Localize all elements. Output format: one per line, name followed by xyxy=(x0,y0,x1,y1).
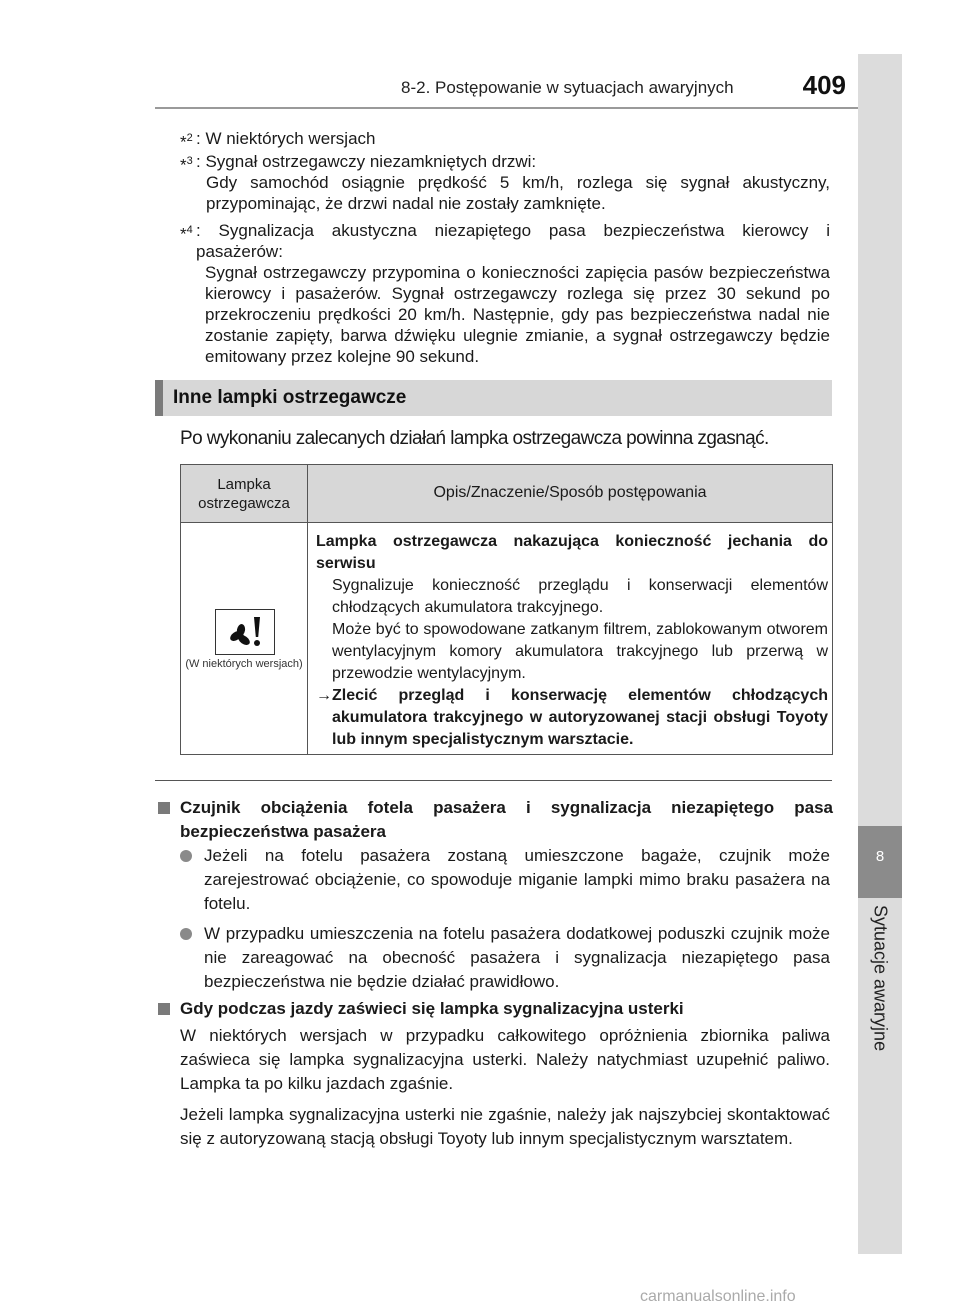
arrow-icon: → xyxy=(316,687,332,704)
lamp-description xyxy=(316,531,828,751)
paragraph: Jeżeli lampka sygnalizacyjna usterki nie zgaśnie, należy jak najszybciej skontaktować się z autoryzowaną stacją obsługi Toyoty lub innym specjalistycznym warsztatem. xyxy=(180,1105,830,1148)
column-header-lamp: Lampka ostrzegawcza xyxy=(198,476,290,512)
watermark: carmanualsonline.info xyxy=(640,1288,796,1305)
circle-bullet-icon xyxy=(180,850,192,862)
circle-bullet-icon xyxy=(180,928,192,940)
paragraph: W niektórych wersjach w przypadku całkowitego opróżnienia zbiornika paliwa zaświeca się lampka sygnalizacyjna usterki. Należy natychmiast uzupełnić paliwo. Lampka ta po kilku jazdach zgaśnie. xyxy=(180,1026,830,1093)
section-heading-text: Czujnik obciążenia fotela pasażera i sygnalizacja niezapiętego pasa bezpieczeństwa pasażera xyxy=(180,798,833,841)
chapter-number: 8 xyxy=(875,848,885,865)
footnote-2: *$^2$ : W niektórych wersjach xyxy=(180,128,830,150)
square-bullet-icon xyxy=(158,802,170,814)
page-header xyxy=(155,70,858,112)
header-rule xyxy=(155,107,858,109)
footnote-3: *$^3$ : Sygnał ostrzegawczy niezamkniętych drzwi: Gdy samochód osiągnie prędkość 5 km/h, rozlega się sygnał akustyczny, przypominając, że drzwi nadal nie zostały zamknięte. xyxy=(180,152,830,213)
chapter-title xyxy=(858,905,902,1165)
section-banner xyxy=(155,380,832,416)
section-heading-malfunction-lamp xyxy=(158,997,833,1021)
footnote-text: : Sygnał ostrzegawczy niezamkniętych drzwi: xyxy=(196,152,537,171)
list-item xyxy=(180,922,830,994)
chapter-title-text: Sytuacje awaryjne xyxy=(870,905,891,1052)
lamp-action xyxy=(316,685,828,751)
footnote-text: : Sygnalizacja akustyczna niezapiętego pasa bezpieczeństwa kierowcy i pasażerów: xyxy=(196,221,830,261)
lamp-title: Lampka ostrzegawcza nakazująca konieczność jechania do serwisu xyxy=(316,533,828,572)
list-item-text: W przypadku umieszczenia na fotelu pasażera dodatkowej poduszki czujnik może nie zareagować na obecność pasażera i sygnalizacja niezapiętego pasa bezpieczeństwa nie będzie działać prawidłowo. xyxy=(204,924,830,991)
chapter-tab[interactable] xyxy=(858,826,902,898)
table-header xyxy=(181,465,832,523)
footnote-detail: Sygnał ostrzegawczy przypomina o konieczności zapięcia pasów bezpieczeństwa kierowcy i pasażerów. Sygnał ostrzegawczy rozlega się przez 30 sekund po przekroczeniu prędkości 20 km/h. Następnie, gdy pas bezpieczeństwa nadal nie zostanie zapięty, barwa dźwięku ulegnie zmianie, a sygnał ostrzegawczy będzie emitowany przez kolejne 90 sekund. xyxy=(205,263,830,366)
section-heading-text: Gdy podczas jazdy zaświeci się lampka sygnalizacyjna usterki xyxy=(180,999,684,1018)
list-item-text: Jeżeli na fotelu pasażera zostaną umieszczone bagaże, czujnik może zarejestrować obciążenie, co spowoduje miganie lampki mimo braku pasażera na fotelu. xyxy=(204,846,830,913)
footnote-4: *$^4$ : Sygnalizacja akustyczna niezapiętego pasa bezpieczeństwa kierowcy i pasażerów: Sygnał ostrzegawczy przypomina o konieczności zapięcia pasów bezpieczeństwa kierowcy i pasażerów. Sygnał ostrzegawczy rozlega się przez 30 sekund po przekroczeniu prędkości 20 km/h. Następnie, gdy pas bezpieczeństwa nadal nie zostanie zapięty, barwa dźwięku ulegnie zmianie, a sygnał ostrzegawczy będzie emitowany przez kolejne 90 sekund. xyxy=(180,221,830,366)
lamp-action-text: Zlecić przegląd i konserwację elementów chłodzących akumulatora trakcyjnego w autoryzowanej stacji obsługi Toyoty lub innym specjalistycznym warsztacie. xyxy=(332,687,828,748)
footnote-detail: Gdy samochód osiągnie prędkość 5 km/h, rozlega się sygnał akustyczny, przypominając, że drzwi nadal nie zostały zamknięte. xyxy=(206,173,830,213)
page-number: 409 xyxy=(802,70,846,100)
column-header-description: Opis/Znaczenie/Sposób postępowania xyxy=(433,484,707,501)
section-heading-seat-sensor xyxy=(158,796,833,844)
section-banner-title: Inne lampki ostrzegawcze xyxy=(173,387,407,408)
warning-lamp-table xyxy=(180,464,833,755)
list-item xyxy=(180,844,830,916)
section-title: 8-2. Postępowanie w sytuacjach awaryjnych xyxy=(401,78,734,97)
intro-text: Po wykonaniu zalecanych działań lampka ostrzegawcza powinna zgasnąć. xyxy=(180,428,769,449)
lamp-cause: Może być to spowodowane zatkanym filtrem, zablokowanym otworem wentylacyjnym komory akumulatora trakcyjnego lub przerwą w przewodzie wentylacyjnym. xyxy=(332,621,828,682)
lamp-version-note: (W niektórych wersjach) xyxy=(185,658,303,670)
lamp-meaning: Sygnalizuje konieczność przeglądu i konserwacji elementów chłodzących akumulatora trakcyjnego. xyxy=(332,577,828,616)
cooling-fan-warning-icon xyxy=(215,609,275,655)
square-bullet-icon xyxy=(158,1003,170,1015)
footnote-text: : W niektórych wersjach xyxy=(196,129,376,148)
divider xyxy=(155,780,832,781)
